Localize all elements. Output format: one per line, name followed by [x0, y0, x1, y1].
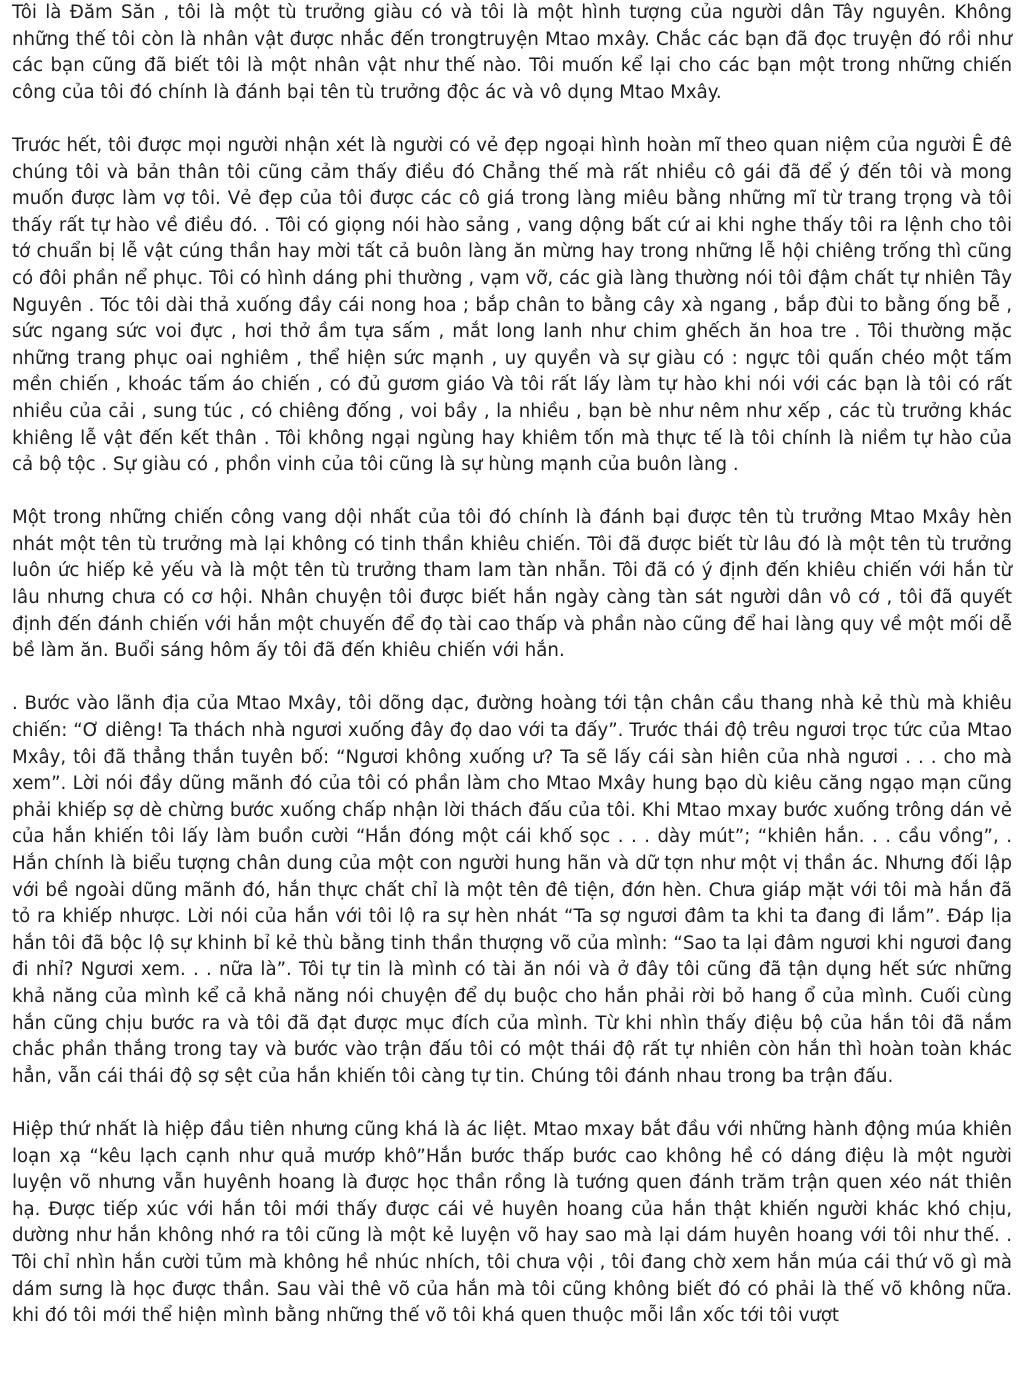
paragraph-intro: Tôi là Đăm Săn , tôi là một tù trưởng giàu có và tôi là một hình tượng của người dân Tây nguyên. Không những thế tôi còn là nhân vật được nhắc đến trongtruyện Mtao mxây. Chắc các bạn đã đọc truyện đó rồi như các bạn cũng đã biết tôi là một nhân vật như thế nào. Tôi muốn kể lại cho các bạn một trong những chiến công của tôi đó chính là đánh bại tên tù trưởng độc ác và vô dụng Mtao Mxây. — [12, 2, 1012, 103]
paragraph-appearance: Trước hết, tôi được mọi người nhận xét là người có vẻ đẹp ngoại hình hoàn mĩ theo quan niệm của người Ê đê chúng tôi và bản thân tôi cũng cảm thấy điều đó Chẳng thế mà rất nhiều cô gái đã để ý đến tôi và mong muốn được làm vợ tôi. Vẻ đẹp của tôi được các cô giá trong làng miêu bằng những mĩ từ trang trọng và tôi thấy rất tự hào về điều đó. . Tôi có giọng nói hào sảng , vang dộng bất cứ ai khi nghe thấy tôi ra lệnh cho tôi tớ chuẩn bị lễ vật cúng thần hay mời tất cả buôn làng ăn mừng hay trong những lễ hội chiêng trống thì cũng có đôi phần nể phục. Tôi có hình dáng phi thường , vạm vỡ, các già làng thường nói tôi đậm chất tự nhiên Tây Nguyên . Tóc tôi dài thả xuống đầy cái nong hoa ; bắp chân to bằng cây xà ngang , bắp đùi to bằng ống bễ , sức ngang sức voi đực , hơi thở ầm tựa sấm , mắt long lanh như chim ghếch ăn hoa tre . Tôi thường mặc những trang phục oai nghiêm , thể hiện sức mạnh , uy quyền và sự giàu có : ngực tôi quấn chéo một tấm mền chiến , khoác tấm áo chiến , có đủ gươm giáo Và tôi rất lấy làm tự hào khi nói với các bạn là tôi có rất nhiều của cải , sung túc , có chiêng đống , voi bầy , la nhiều , bạn bè như nêm như xếp , các tù trưởng khác khiêng lễ vật đến kết thân . Tôi không ngại ngùng hay khiêm tốn mà thực tế là tôi chính là niềm tự hào của cả bộ tộc . Sự giàu có , phồn vinh của tôi cũng là sự hùng mạnh của buôn làng . — [12, 134, 1012, 476]
paragraph-motivation: Một trong những chiến công vang dội nhất của tôi đó chính là đánh bại được tên tù trưởng Mtao Mxây hèn nhát một tên tù trưởng mà lại không có tinh thần khiêu chiến. Tôi đã được biết từ lâu đó là một tên tù trưởng luôn ức hiếp kẻ yếu và là một tên tù trưởng tham lam tàn nhẫn. Tôi đã có ý định đến khiêu chiến với hắn từ lâu nhưng chưa có cơ hội. Nhân chuyện tôi được biết hắn ngày càng tàn sát người dân vô cớ , tôi đã quyết định đến đánh chiến với hắn một chuyến để đọ tài cao thấp và phần nào cũng để hai làng quy về một mối dễ bề làm ăn. Buổi sáng hôm ấy tôi đã đến khiêu chiến với hắn. — [12, 507, 1012, 662]
paragraph-first-round: Hiệp thứ nhất là hiệp đầu tiên nhưng cũng khá là ác liệt. Mtao mxay bắt đầu với những hành động múa khiên loạn xạ “kêu lạch cạnh như quả mướp khô”Hắn bước thấp bước cao không hề có dáng điệu là một người luyện võ nhưng vẫn huyênh hoang là được học thần rồng là tướng quen đánh trăm trận quen xéo nát thiên hạ. Được tiếp xúc với hắn tôi mới thấy được cái vẻ huyên hoang của hắn thật khiến người khác khó chịu, dường như hắn không nhớ ra tôi cũng là một kẻ luyện võ hay sao mà lại dám huyên hoang với tôi như thế. . Tôi chỉ nhìn hắn cười tủm mà không hề nhúc nhích, tôi chưa vội , tôi đang chờ xem hắn múa cái thứ võ gì mà dám sưng là học được thần. Sau vài thê võ của hắn mà tôi cũng không biết đó có phải là thế võ không nữa. khi đó tôi mới thể hiện mình bằng những thế võ tôi khá quen thuộc mỗi lần xốc tới tôi vượt — [12, 1118, 1012, 1327]
paragraph-challenge: . Bước vào lãnh địa của Mtao Mxây, tôi dõng dạc, đường hoàng tới tận chân cầu thang nhà kẻ thù mà khiêu chiến: “Ơ diêng! Ta thách nhà ngươi xuống đây đọ dao với ta đấy”. Trước thái độ trêu ngươi trọc tức của Mtao Mxây, tôi đã thẳng thắn tuyên bố: “Ngươi không xuống ư? Ta sẽ lấy cái sàn hiên của nhà ngươi . . . cho mà xem”. Lời nói đầy dũng mãnh đó của tôi có phần làm cho Mtao Mxây hung bạo dù kiêu căng ngạo mạn cũng phải khiếp sợ dè chừng bước xuống chấp nhận lời thách đấu của tôi. Khi Mtao mxay bước xuống trông dán vẻ của hắn khiến tôi lấy làm buồn cười “Hắn đóng một cái khố sọc . . . dày mút”; “khiên hắn. . . cầu vồng”, . Hắn chính là biểu tượng chân dung của một con người hung hãn và dữ tợn như một vị thần ác. Nhưng đối lập với bề ngoài dũng mãnh đó, hắn thực chất chỉ là một tên đê tiện, đớn hèn. Chưa giáp mặt với tôi mà hắn đã tỏ ra khiếp nhược. Lời nói của hắn với tôi lộ ra sự hèn nhát “Ta sợ ngươi đâm ta khi ta đang đi lắm”. Đáp lịa hắn tôi đã bộc lộ sự khinh bỉ kẻ thù bằng tinh thần thượng võ của mình: “Sao ta lại đâm ngươi khi ngươi đang đi nhỉ? Ngươi xem. . . nữa là”. Tôi tự tin là mình có tài ăn nói và ở đây tôi cũng đã tận dụng hết sức những khả năng của mình kể cả khả năng nói chuyện để dụ buộc cho hắn phải rời bỏ hang ổ của mình. Cuối cùng hắn cũng chịu bước ra và tôi đã đạt được mục đích của mình. Từ khi nhìn thấy điệu bộ của hắn tôi đã nắm chắc phần thắng trong tay và bước vào trận đấu tôi có một thái độ rất tự nhiên còn hắn thì hoàn toàn khác hẳn, vẫn cái thái độ sợ sệt của hắn khiến tôi càng tự tin. Chúng tôi đánh nhau trong ba trận đấu. — [12, 693, 1012, 1087]
